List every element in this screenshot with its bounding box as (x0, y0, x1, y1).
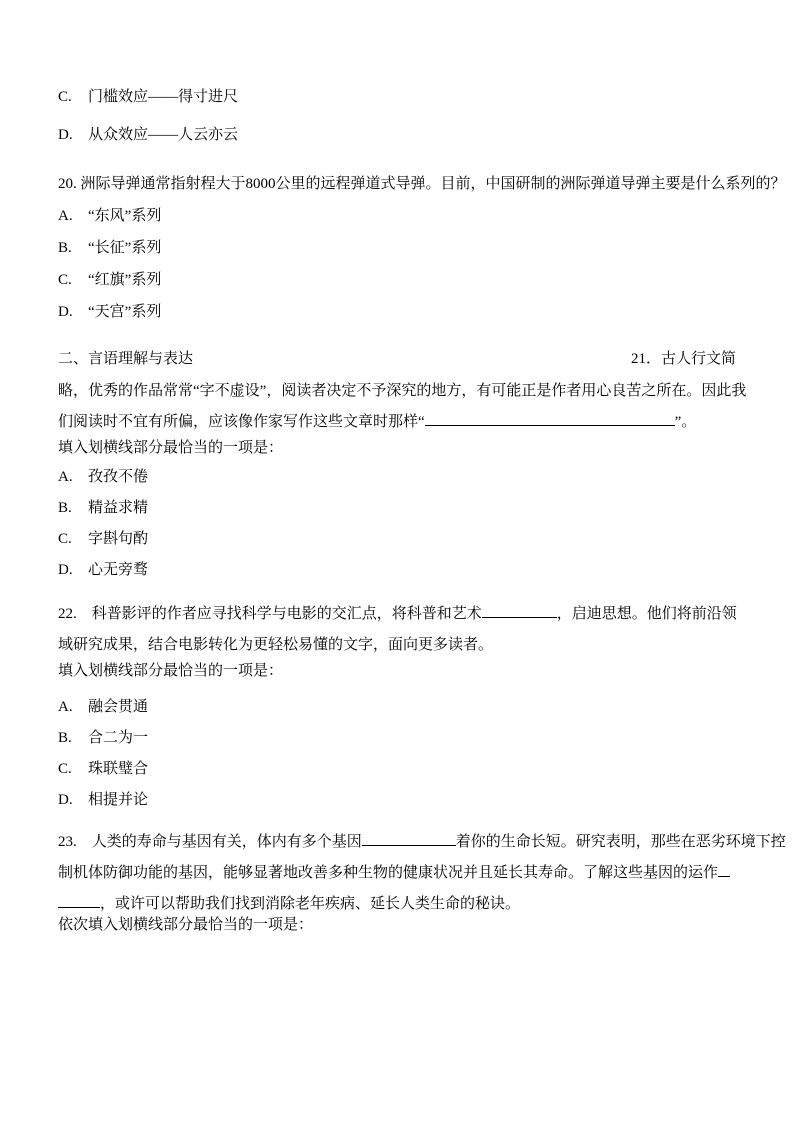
question-stem-text: 20. 洲际导弹通常指射程大于8000公里的远程弹道式导弹。目前，中国研制的洲际弹道导弹主要是什么系列的？ (58, 176, 786, 192)
question-stem-text: 22. 科普影评的作者应寻找科学与电影的交汇点，将科普和艺术 (58, 606, 482, 622)
option-letter: A. (58, 699, 73, 715)
option-row (58, 233, 736, 264)
option-row (58, 754, 736, 785)
option-letter: B. (58, 240, 72, 256)
question-stem-text: 制机体防御功能的基因，能够显著地改善多种生物的健康状况并且延长其寿命。了解这些基因的运作 (58, 865, 719, 881)
option-text: “长征”系列 (88, 240, 162, 256)
option-letter: C. (58, 531, 72, 547)
option-text: 珠联璧合 (88, 761, 149, 777)
blank-line (482, 602, 557, 618)
option-row (58, 692, 736, 723)
question-stem (58, 858, 736, 889)
question-stem-text: 着你的生命长短。研究表明，那些在恶劣环境下控 (455, 834, 786, 850)
option-text: 字斟句酌 (88, 531, 149, 547)
option-text: “东风”系列 (88, 208, 162, 224)
question-stem-text: ，启迪思想。他们将前沿领 (556, 606, 737, 622)
option-letter: C. (58, 272, 72, 288)
question-stem (58, 376, 747, 407)
option-letter: D. (58, 304, 73, 320)
option-letter: C. (58, 89, 72, 105)
option-text: 相提并论 (88, 792, 149, 808)
prompt-text (58, 656, 736, 687)
option-text: 从众效应——人云亦云 (88, 127, 239, 143)
option-row (58, 555, 736, 586)
option-row (58, 82, 736, 113)
question-stem (58, 599, 736, 630)
option-row (58, 493, 736, 524)
prompt-label: 填入划横线部分最恰当的一项是： (58, 440, 284, 456)
option-letter: D. (58, 562, 73, 578)
option-row (58, 723, 736, 754)
question-stem-text: 们阅读时不宜有所偏，应该像作家写作这些文章时那样“ (58, 414, 425, 430)
question-stem-text: ”。 (674, 414, 697, 430)
option-letter: D. (58, 127, 73, 143)
section-title: 二、言语理解与表达 (58, 351, 194, 367)
option-text: 融会贯通 (88, 699, 149, 715)
option-text: 合二为一 (88, 730, 149, 746)
option-row (58, 265, 736, 296)
option-row (58, 201, 736, 232)
prompt-text (58, 910, 736, 941)
blank-line (718, 861, 730, 877)
blank-line (58, 892, 100, 908)
option-letter: A. (58, 469, 73, 485)
option-letter: C. (58, 761, 72, 777)
option-row (58, 785, 736, 816)
option-text: 心无旁骛 (88, 562, 149, 578)
option-row (58, 524, 736, 555)
prompt-label: 填入划横线部分最恰当的一项是： (58, 663, 284, 679)
question-stem-text: 域研究成果，结合电影转化为更轻松易懂的文字，面向更多读者。 (58, 637, 494, 653)
option-row (58, 297, 736, 328)
option-letter: D. (58, 792, 73, 808)
question-stem-text: ，或许可以帮助我们找到消除老年疾病、延长人类生命的秘诀。 (100, 896, 521, 912)
question-stem-text: 21．古人行文简 (630, 351, 736, 367)
option-text: 孜孜不倦 (88, 469, 149, 485)
option-row (58, 462, 736, 493)
option-letter: A. (58, 208, 73, 224)
section-header-row (58, 344, 736, 375)
prompt-text (58, 433, 736, 464)
question-stem-text: 23. 人类的寿命与基因有关，体内有多个基因 (58, 834, 362, 850)
blank-line (362, 830, 456, 846)
option-row (58, 120, 736, 151)
option-letter: B. (58, 500, 72, 516)
question-stem (58, 827, 786, 858)
option-text: “红旗”系列 (88, 272, 162, 288)
option-text: “天宫”系列 (88, 304, 162, 320)
option-letter: B. (58, 730, 72, 746)
question-stem-text: 略，优秀的作品常常“字不虚设”，阅读者决定不予深究的地方，有可能正是作者用心良苦之所在。因此我 (58, 383, 747, 399)
question-stem (58, 169, 786, 200)
option-text: 门槛效应——得寸进尺 (88, 89, 239, 105)
blank-line (425, 410, 675, 426)
option-text: 精益求精 (88, 500, 149, 516)
prompt-label: 依次填入划横线部分最恰当的一项是： (58, 917, 314, 933)
